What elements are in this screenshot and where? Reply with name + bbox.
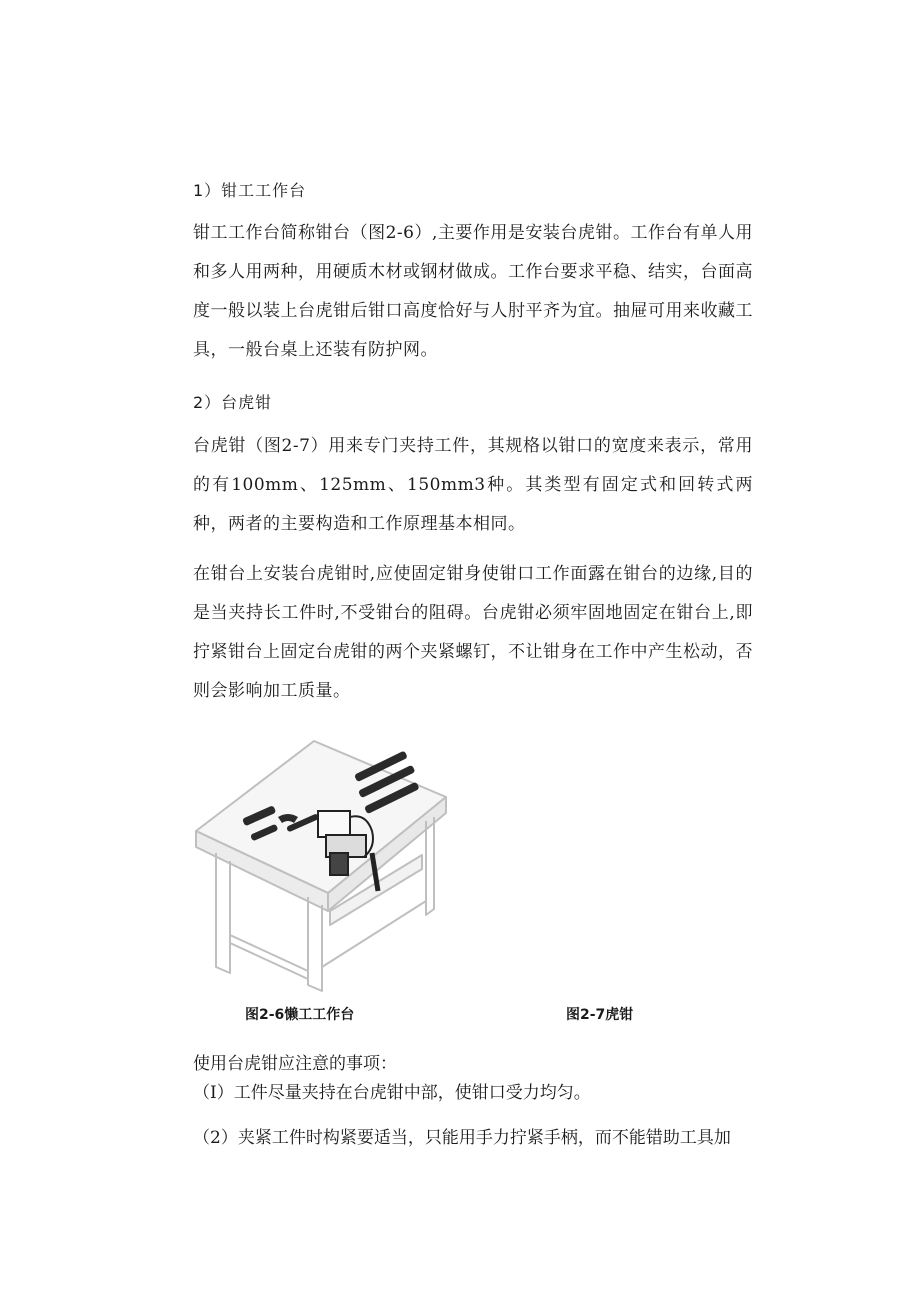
workbench-paragraph [193,214,753,370]
usage-note-item-1: （I）工件尽量夹持在台虎钳中部，使钳口受力均匀。 [193,1083,591,1103]
section-heading-vise: 2）台虎钳 [193,393,273,412]
workbench-illustration [190,735,452,995]
vise-paragraph-1 [193,427,753,544]
workbench-stretcher-front [230,935,308,971]
vise-paragraph-2 [193,555,753,711]
figure-caption-vise: 图2-7虎钳 [566,1007,634,1023]
usage-note-item-2: （2）夹紧工件时构紧要适当，只能用手力拧紧手柄，而不能错助工具加 [193,1128,731,1148]
usage-notes [193,1049,753,1148]
workbench-leg-front-left [216,853,230,973]
workbench-leg-front-right [308,897,322,991]
figure-caption-workbench: 图2-6懒工工作台 [245,1007,355,1023]
vise-paragraph-2-text: 在钳台上安装台虎钳时,应使固定钳身使钳口工作面露在钳台的边缘,目的是当夹持长工件时,不受钳台的阻碍。台虎钳必须牢固地固定在钳台上,即拧紧钳台上固定台虎钳的两个夹紧螺钉，不让钳身在工作中产生松动，否则会影响加工质量。 [193,564,753,701]
workbench-paragraph-text: 钳工工作台简称钳台（图2-6）,主要作用是安装台虎钳。工作台有单人用和多人用两种，用硬质木材或钢材做成。工作台要求平稳、结实，台面高度一般以装上台虎钳后钳口高度恰好与人肘平齐为宜。抽屉可用来收藏工具，一般台桌上还装有防护网。 [193,223,753,360]
workbench-leg-back-right [426,817,434,915]
section-heading-workbench: 1）钳工工作台 [193,181,307,200]
vise-paragraph-1-text: 台虎钳（图2-7）用来专门夹持工件，其规格以钳口的宽度来表示，常用的有100mm、125mm、150mm3种。其类型有固定式和回转式两种，两者的主要构造和工作原理基本相同。 [193,436,753,534]
usage-notes-intro: 使用台虎钳应注意的事项： [193,1054,397,1074]
